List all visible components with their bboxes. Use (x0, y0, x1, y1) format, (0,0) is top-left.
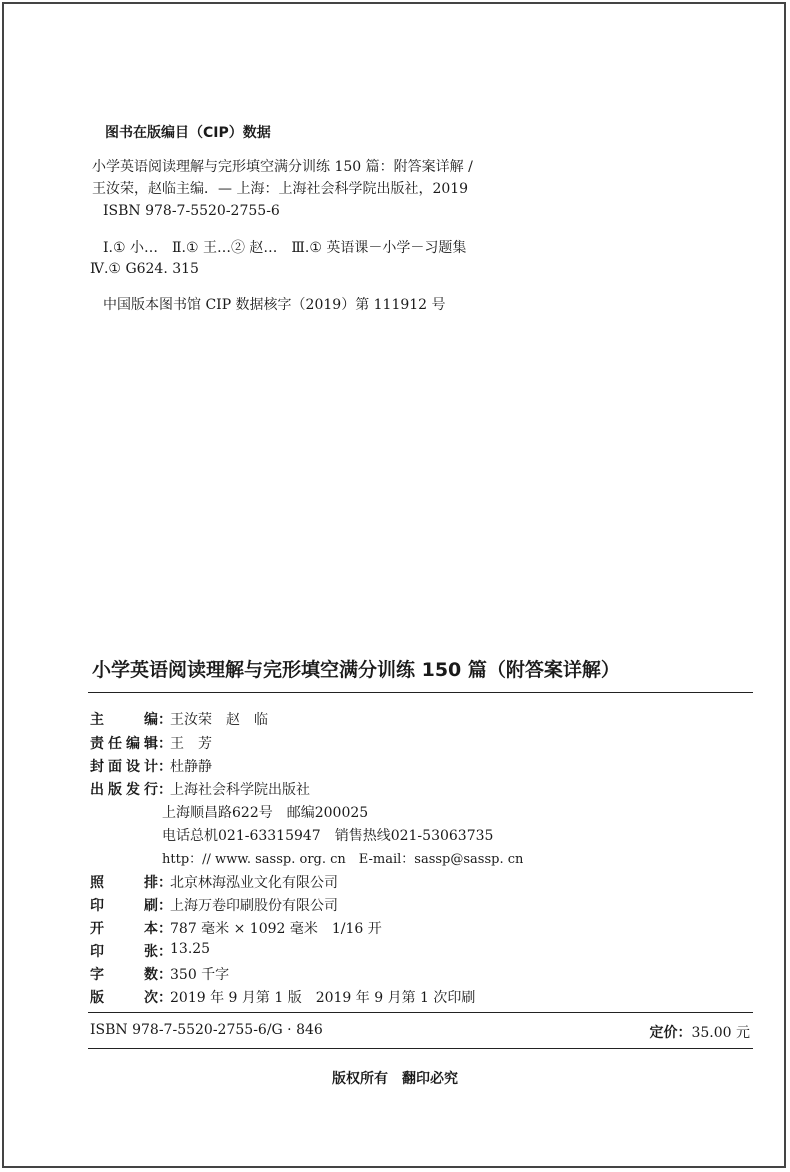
info-label: 出 版 发 行 (90, 782, 158, 798)
info-value: 王汝荣 赵 临 (170, 712, 268, 728)
title-divider (88, 692, 753, 693)
cip-line-isbn: ISBN 978-7-5520-2755-6 (103, 203, 280, 219)
cip-line-classification-1: Ⅰ.① 小… Ⅱ.① 王…② 赵… Ⅲ.① 英语课－小学－习题集 (103, 240, 467, 256)
publisher-phone: 电话总机021-63315947 销售热线021-53063735 (162, 828, 494, 844)
isbn-top-divider (88, 1012, 753, 1013)
book-title: 小学英语阅读理解与完形填空满分训练 150 篇（附答案详解） (92, 659, 620, 681)
copyright-notice: 版权所有 翻印必究 (332, 1071, 458, 1087)
info-value: 上海社会科学院出版社 (170, 782, 310, 798)
info-label: 主 编 (90, 712, 158, 728)
publisher-address: 上海顺昌路622号 邮编200025 (162, 805, 369, 821)
info-value: 上海万卷印刷股份有限公司 (170, 898, 338, 914)
info-row-cover-design: 封 面 设 计 ： 杜静静 (90, 756, 212, 776)
price (649, 1022, 750, 1042)
info-label: 照 排 (90, 875, 158, 891)
publisher-web: http：// www. sassp. org. cn E-mail：sassp@sassp. cn (162, 852, 524, 867)
info-value: 2019 年 9 月第 1 版 2019 年 9 月第 1 次印刷 (170, 990, 476, 1006)
info-row-publisher: 出 版 发 行 ： 上海社会科学院出版社 (90, 779, 310, 799)
cip-line-classification-2: Ⅳ.① G624. 315 (90, 261, 199, 277)
info-row-typesetting: 照 排 ： 北京林海泓业文化有限公司 (90, 872, 338, 892)
info-label: 封 面 设 计 (90, 759, 158, 775)
isbn-bottom-divider (88, 1048, 753, 1049)
cip-line-editors: 王汝荣，赵临主编．— 上海：上海社会科学院出版社，2019 (92, 181, 469, 197)
price-value: 35.00 元 (691, 1025, 750, 1041)
price-label: 定价： (649, 1025, 692, 1041)
info-row-printing: 印 刷 ： 上海万卷印刷股份有限公司 (90, 895, 338, 915)
info-row-edition: 版 次 ： 2019 年 9 月第 1 版 2019 年 9 月第 1 次印刷 (90, 987, 475, 1007)
info-row-sheets: 印 张 ： 13.25 (90, 941, 211, 960)
info-value: 350 千字 (170, 967, 230, 983)
info-row-word-count: 字 数 ： 350 千字 (90, 964, 229, 984)
info-label: 印 刷 (90, 898, 158, 914)
info-row-editor: 主 编 ： 王汝荣 赵 临 (90, 709, 268, 729)
info-row-format: 开 本 ： 787 毫米 × 1092 毫米 1/16 开 (90, 918, 382, 938)
info-value: 北京林海泓业文化有限公司 (170, 875, 338, 891)
cip-line-title: 小学英语阅读理解与完形填空满分训练 150 篇：附答案详解 / (92, 159, 473, 175)
cip-heading: 图书在版编目（CIP）数据 (105, 125, 271, 141)
info-label: 印 张 (90, 944, 158, 960)
cip-line-record-number: 中国版本图书馆 CIP 数据核字（2019）第 111912 号 (103, 297, 446, 313)
info-value: 杜静静 (170, 759, 212, 775)
info-value: 787 毫米 × 1092 毫米 1/16 开 (170, 921, 382, 937)
info-label: 责 任 编 辑 (90, 736, 158, 752)
info-value: 王 芳 (170, 736, 212, 752)
info-label: 版 次 (90, 990, 158, 1006)
isbn-code: ISBN 978-7-5520-2755-6/G · 846 (90, 1022, 323, 1038)
info-value: 13.25 (170, 941, 211, 957)
info-label: 字 数 (90, 967, 158, 983)
info-row-responsible-editor: 责 任 编 辑 ： 王 芳 (90, 733, 212, 753)
info-label: 开 本 (90, 921, 158, 937)
